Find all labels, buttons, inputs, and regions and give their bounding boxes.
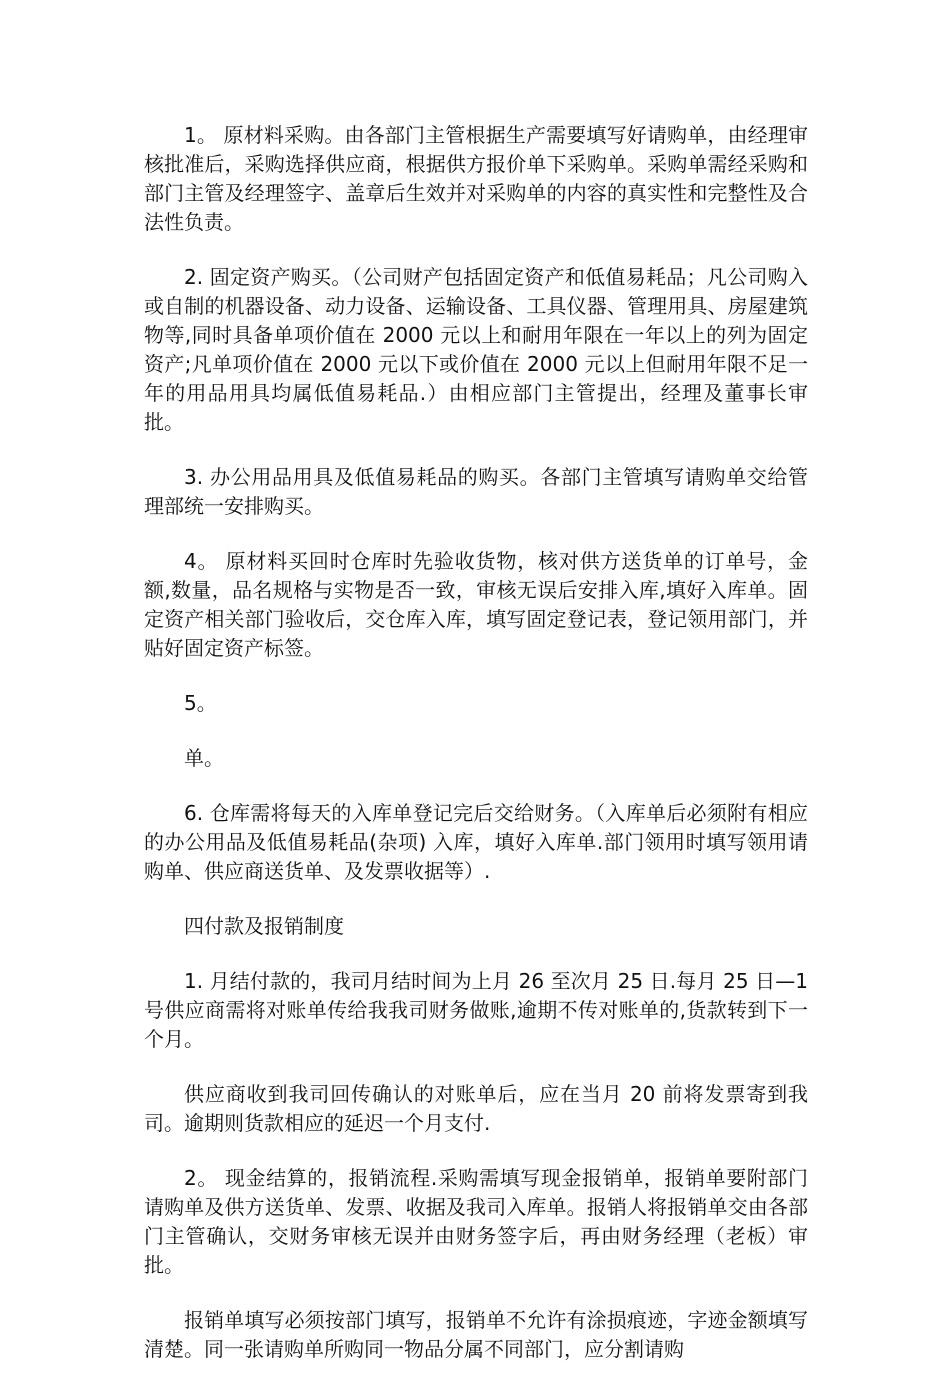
paragraph-fragment: 单。	[184, 746, 224, 770]
paragraph-monthly-settlement: 1. 月结付款的，我司月结时间为上月 26 至次月 25 日.每月 25 日—1 号供应商需将对账单传给我我司财务做账,逾期不传对账单的,货款转到下一个月。	[144, 969, 808, 1051]
paragraph-fixed-asset-purchase: 2. 固定资产购买。（公司财产包括固定资产和低值易耗品；凡公司购入或自制的机器设备、动力设备、运输设备、工具仪器、管理用具、房屋建筑物等,同时具备单项价值在 2000 元以上和耐用年限在一年以上的列为固定资产;凡单项价值在 2000 元以下或价值在 2000 元以上但耐用年限不足一年的用品用具均属低值易耗品.）由相应部门主管提出，经理及董事长审批。	[144, 265, 808, 434]
paragraph-receiving: 4。 原材料买回时仓库时先验收货物，核对供方送货单的订单号，金额,数量，品名规格与实物是否一致，审核无误后安排入库,填好入库单。固定资产相关部门验收后，交仓库入库，填写固定登记表，登记领用部门，并贴好固定资产标签。	[144, 549, 808, 660]
paragraph-warehouse: 6. 仓库需将每天的入库单登记完后交给财务。（入库单后必须附有相应的办公用品及低值易耗品(杂项) 入库，填好入库单.部门领用时填写领用请购单、供应商送货单、及发票收据等）.	[144, 801, 808, 883]
paragraph-cash-settlement: 2。 现金结算的，报销流程.采购需填写现金报销单，报销单要附部门请购单及供方送货单、发票、收据及我司入库单。报销人将报销单交由各部门主管确认，交财务审核无误并由财务签字后，再由财务经理（老板）审批。	[144, 1166, 808, 1277]
paragraph-office-supplies: 3. 办公用品用具及低值易耗品的购买。各部门主管填写请购单交给管理部统一安排购买。	[144, 465, 808, 518]
paragraph-raw-material-purchase: 1。 原材料采购。由各部门主管根据生产需要填写好请购单，由经理审核批准后，采购选择供应商，根据供方报价单下采购单。采购单需经采购和部门主管及经理签字、盖章后生效并对采购单的内容的真实性和完整性及合法性负责。	[144, 123, 808, 234]
section-heading-payment: 四付款及报销制度	[184, 914, 344, 938]
document-body	[144, 121, 808, 1390]
paragraph-invoice: 供应商收到我司回传确认的对账单后，应在当月 20 前将发票寄到我司。逾期则货款相应的延迟一个月支付.	[144, 1082, 808, 1135]
paragraph-reimbursement-rules: 报销单填写必须按部门填写，报销单不允许有涂损痕迹，字迹金额填写清楚。同一张请购单所购同一物品分属不同部门，应分割请购	[144, 1308, 808, 1361]
paragraph-item-5: 5。	[184, 691, 217, 715]
